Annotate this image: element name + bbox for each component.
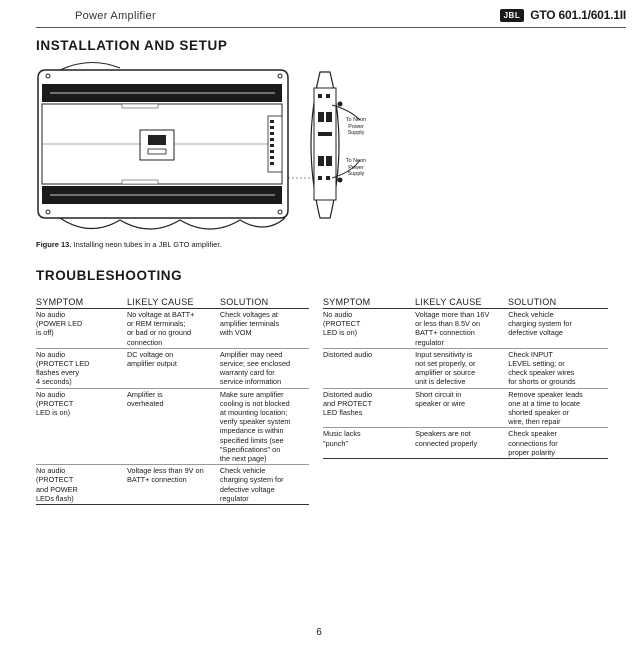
solution-cell: Make sure amplifier cooling is not blocked at mounting location; verify speaker system impedance is within specified limits (see "Specifications" on the next page) bbox=[219, 389, 291, 464]
cause-cell: Speakers are not connected properly bbox=[415, 429, 478, 448]
table-row bbox=[323, 389, 608, 429]
table-row bbox=[36, 389, 309, 466]
table-row bbox=[323, 428, 608, 459]
solution-cell: Check voltages at amplifier terminals with VOM bbox=[219, 310, 280, 338]
page-number: 6 bbox=[316, 627, 322, 638]
header-section-label: Power Amplifier bbox=[75, 10, 156, 22]
cause-cell: Voltage more than 16V or less than 8.5V on BATT+ connection regulator bbox=[415, 310, 490, 347]
table-row bbox=[36, 349, 309, 389]
symptom-cell: No audio (POWER LED is off) bbox=[36, 310, 83, 338]
header-cause: LIKELY CAUSE bbox=[415, 296, 482, 307]
cause-cell: No voltage at BATT+ or REM terminals; or bad or no ground connection bbox=[127, 310, 195, 347]
table-header bbox=[323, 295, 608, 309]
symptom-cell: Distorted audio bbox=[323, 349, 373, 359]
model-name: GTO 601.1/601.1II bbox=[530, 8, 626, 22]
cause-cell: Short circuit in speaker or wire bbox=[415, 389, 466, 408]
neon-label-bottom: To Neon Power Supply bbox=[345, 158, 367, 177]
symptom-cell: Distorted audio and PROTECT LED flashes bbox=[323, 389, 373, 418]
symptom-cell: No audio (PROTECT LED is on) bbox=[323, 310, 361, 338]
solution-cell: Check vehicle charging system for defective voltage bbox=[508, 310, 572, 338]
amplifier-figure bbox=[30, 60, 400, 235]
table-row bbox=[323, 309, 608, 349]
header-brand bbox=[500, 8, 626, 22]
solution-cell: Check speaker connections for proper polarity bbox=[508, 429, 558, 457]
header-solution: SOLUTION bbox=[508, 296, 557, 307]
solution-cell: Amplifier may need service; see enclosed warranty card for service information bbox=[219, 349, 291, 387]
neon-label-top: To Neon Power Supply bbox=[345, 117, 367, 136]
troubleshooting-table-left bbox=[36, 295, 309, 505]
cause-cell: Amplifier is overheated bbox=[127, 389, 164, 408]
table-header bbox=[36, 295, 309, 309]
symptom-cell: No audio (PROTECT LED is on) bbox=[36, 389, 74, 418]
troubleshooting-title: TROUBLESHOOTING bbox=[36, 268, 183, 283]
symptom-cell: No audio (PROTECT LED flashes every 4 seconds) bbox=[36, 349, 90, 387]
caption-text: Installing neon tubes in a JBL GTO amplifier. bbox=[71, 240, 222, 249]
installation-title: INSTALLATION AND SETUP bbox=[36, 38, 228, 53]
jbl-logo: JBL bbox=[500, 9, 525, 22]
troubleshooting-table-right bbox=[323, 295, 608, 459]
solution-cell: Remove speaker leads one at a time to locate shorted speaker or wire, then repair bbox=[508, 389, 583, 427]
header-symptom: SYMPTOM bbox=[36, 296, 84, 307]
header-symptom: SYMPTOM bbox=[323, 296, 371, 307]
header-solution: SOLUTION bbox=[220, 296, 269, 307]
solution-cell: Check INPUT LEVEL setting; or check speaker wires for shorts or grounds bbox=[508, 349, 576, 387]
caption-label: Figure 13. bbox=[36, 240, 72, 249]
table-row bbox=[323, 349, 608, 389]
header-cause: LIKELY CAUSE bbox=[127, 296, 194, 307]
header-rule bbox=[36, 27, 626, 28]
figure-caption bbox=[36, 240, 222, 249]
cause-cell: Input sensitivity is not set properly, or amplifier or source unit is defective bbox=[415, 349, 476, 387]
cause-cell: DC voltage on amplifier output bbox=[127, 349, 177, 369]
solution-cell: Check vehicle charging system for defective voltage regulator bbox=[219, 466, 284, 503]
cause-cell: Voltage less than 9V on BATT+ connection bbox=[127, 466, 204, 485]
table-row bbox=[36, 465, 309, 505]
symptom-cell: Music lacks "punch" bbox=[323, 429, 361, 448]
table-row bbox=[36, 309, 309, 349]
symptom-cell: No audio (PROTECT and POWER LEDs flash) bbox=[36, 466, 78, 503]
